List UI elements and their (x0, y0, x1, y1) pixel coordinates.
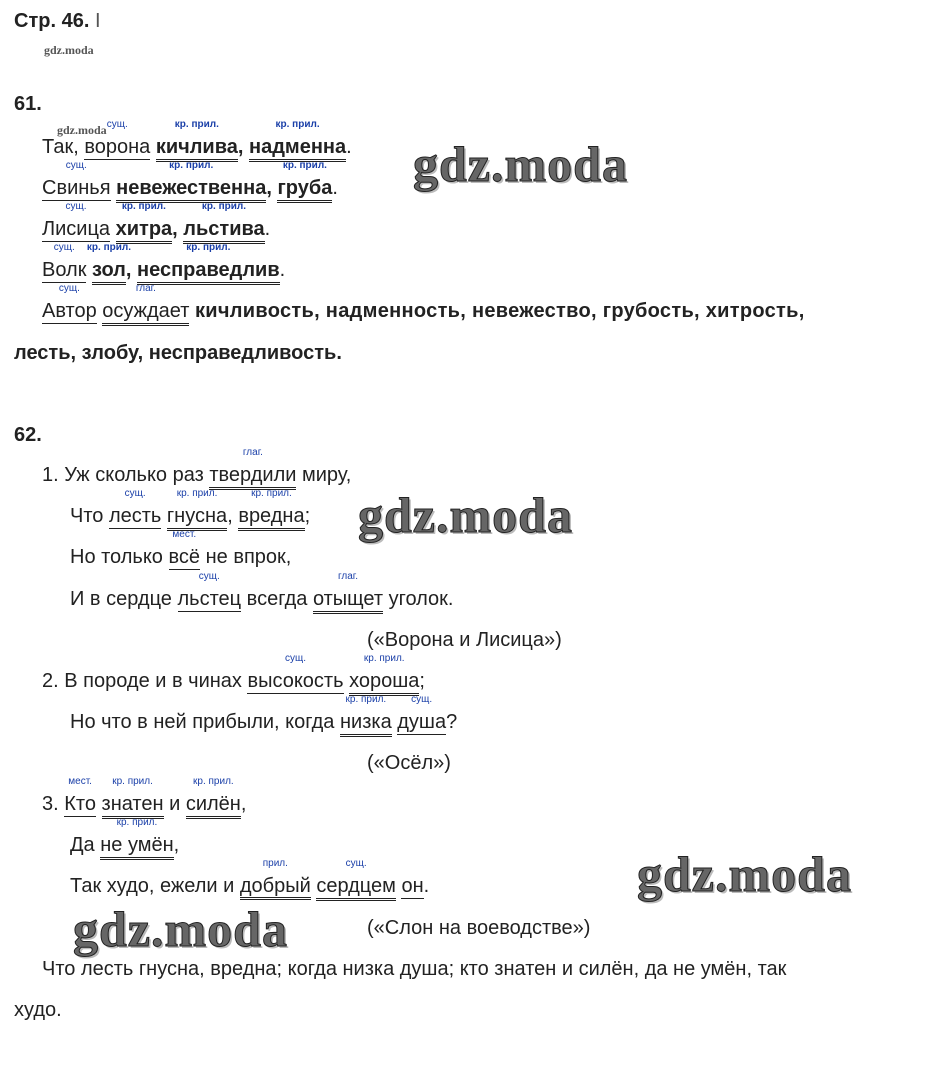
predicate-word: прил. добрый (240, 874, 311, 898)
ex61-line-4: сущ. Волк кр. прил. зол, кр. прил. несправедлив. (42, 258, 285, 285)
ex62-p2-line-1: 2. В породе и в чинах сущ. высокость кр. прил. хороша; (42, 669, 425, 696)
predicate-word: кр. прил. кичлива (156, 135, 238, 162)
predicate-word: кр. прил. знатен (102, 792, 164, 819)
ex61-line-2: сущ. Свинья кр. прил. невежественна, кр. прил. груба. (42, 176, 338, 203)
subject-word: он (401, 875, 424, 897)
ex62-p2-line-2: Но что в ней прибыли, когда кр. прил. низка сущ. душа? (70, 710, 457, 737)
watermark-logo: gdz.moda (73, 901, 288, 957)
ex62-p1-line-3: Но только мест. всё не впрок, (70, 529, 292, 568)
subject-word: сущ. высокость (247, 653, 344, 692)
ex62-p1-line-2: Что сущ. лесть кр. прил. гнусна, кр. прил. вредна; (70, 504, 310, 531)
subject-word: сущ. Лисица (42, 201, 111, 240)
predicate-word: кр. прил. зол (92, 258, 126, 285)
predicate-word: сущ. сердцем (316, 874, 396, 901)
predicate-word: кр. прил. невежественна (116, 176, 266, 203)
predicate-word: кр. прил. низка (340, 710, 392, 737)
ex62-p3-line-3: Так худо, ежели и прил. добрый сущ. сердцем он. (70, 874, 429, 901)
source-citation: («Осёл») (367, 752, 451, 774)
subject-word: мест. всё (168, 529, 201, 568)
watermark-small: gdz.moda (44, 43, 94, 57)
ex62-p3-line-2: Да кр. прил. не умён, (70, 833, 179, 860)
subject-word: сущ. льстец (177, 571, 242, 610)
predicate-word: кр. прил. хороша (349, 669, 419, 696)
source-citation: («Ворона и Лисица») (367, 629, 562, 651)
predicate-word: кр. прил. силён (186, 792, 241, 819)
predicate-word: кр. прил. груба (277, 176, 332, 203)
ex62-p1-line-1: 1. Уж сколько раз глаг. твердили миру, (42, 463, 351, 490)
predicate-word: кр. прил. льстива (183, 217, 264, 244)
predicate-word: кр. прил. вредна (238, 504, 304, 531)
subject-word: сущ. Автор (42, 283, 97, 322)
subject-word: сущ. ворона (84, 119, 151, 158)
ex62-p3-line-1: 3. мест. Кто кр. прил. знатен и кр. прил. силён, (42, 792, 246, 819)
ex61-line-1: Так, сущ. ворона кр. прил. кичлива, кр. прил. надменна. (42, 135, 352, 162)
watermark-inline: gdz.moda (57, 123, 107, 137)
ex62-p1-line-4: И в сердце сущ. льстец всегда глаг. отыщет уголок. (70, 587, 453, 614)
ex61-line-6: лесть, злобу, несправедливость. (14, 342, 342, 364)
exercise-62-number: 62. (14, 424, 42, 446)
predicate-word: кр. прил. надменна (249, 135, 346, 162)
subject-word: сущ. Волк (42, 242, 87, 281)
ex62-summary-line-2: худо. (14, 999, 62, 1021)
subject-word: сущ. Свинья (42, 160, 111, 199)
predicate-word: кр. прил. несправедлив (137, 258, 280, 285)
text-cursor-mark: I (94, 10, 101, 32)
predicate-word: кр. прил. гнусна (167, 504, 227, 531)
watermark-logo: gdz.moda (637, 846, 852, 902)
subject-word: мест. Кто (64, 776, 96, 815)
exercise-61-number: 61. (14, 93, 42, 115)
predicate-word: кр. прил. хитра (116, 217, 173, 244)
subject-word: сущ. лесть (108, 488, 162, 527)
predicate-word: глаг. твердили (209, 463, 296, 490)
ex61-line-5: сущ. Автор глаг. осуждает кичливость, надменность, невежество, грубость, хитрость, (42, 299, 805, 326)
page-title: Стр. 46. I (14, 10, 101, 32)
watermark-logo: gdz.moda (413, 136, 628, 192)
source-citation: («Слон на воеводстве») (367, 917, 591, 939)
predicate-word: глаг. осуждает (102, 299, 189, 326)
ex61-line-3: сущ. Лисица кр. прил. хитра, кр. прил. льстива. (42, 217, 270, 244)
ex62-summary-line-1: Что лесть гнусна, вредна; когда низка душа; кто знатен и силён, да не умён, так (42, 958, 787, 980)
predicate-word: глаг. отыщет (313, 587, 383, 614)
predicate-word: кр. прил. не умён (100, 833, 173, 860)
subject-word: сущ. душа (397, 694, 447, 733)
watermark-logo: gdz.moda (358, 487, 573, 543)
